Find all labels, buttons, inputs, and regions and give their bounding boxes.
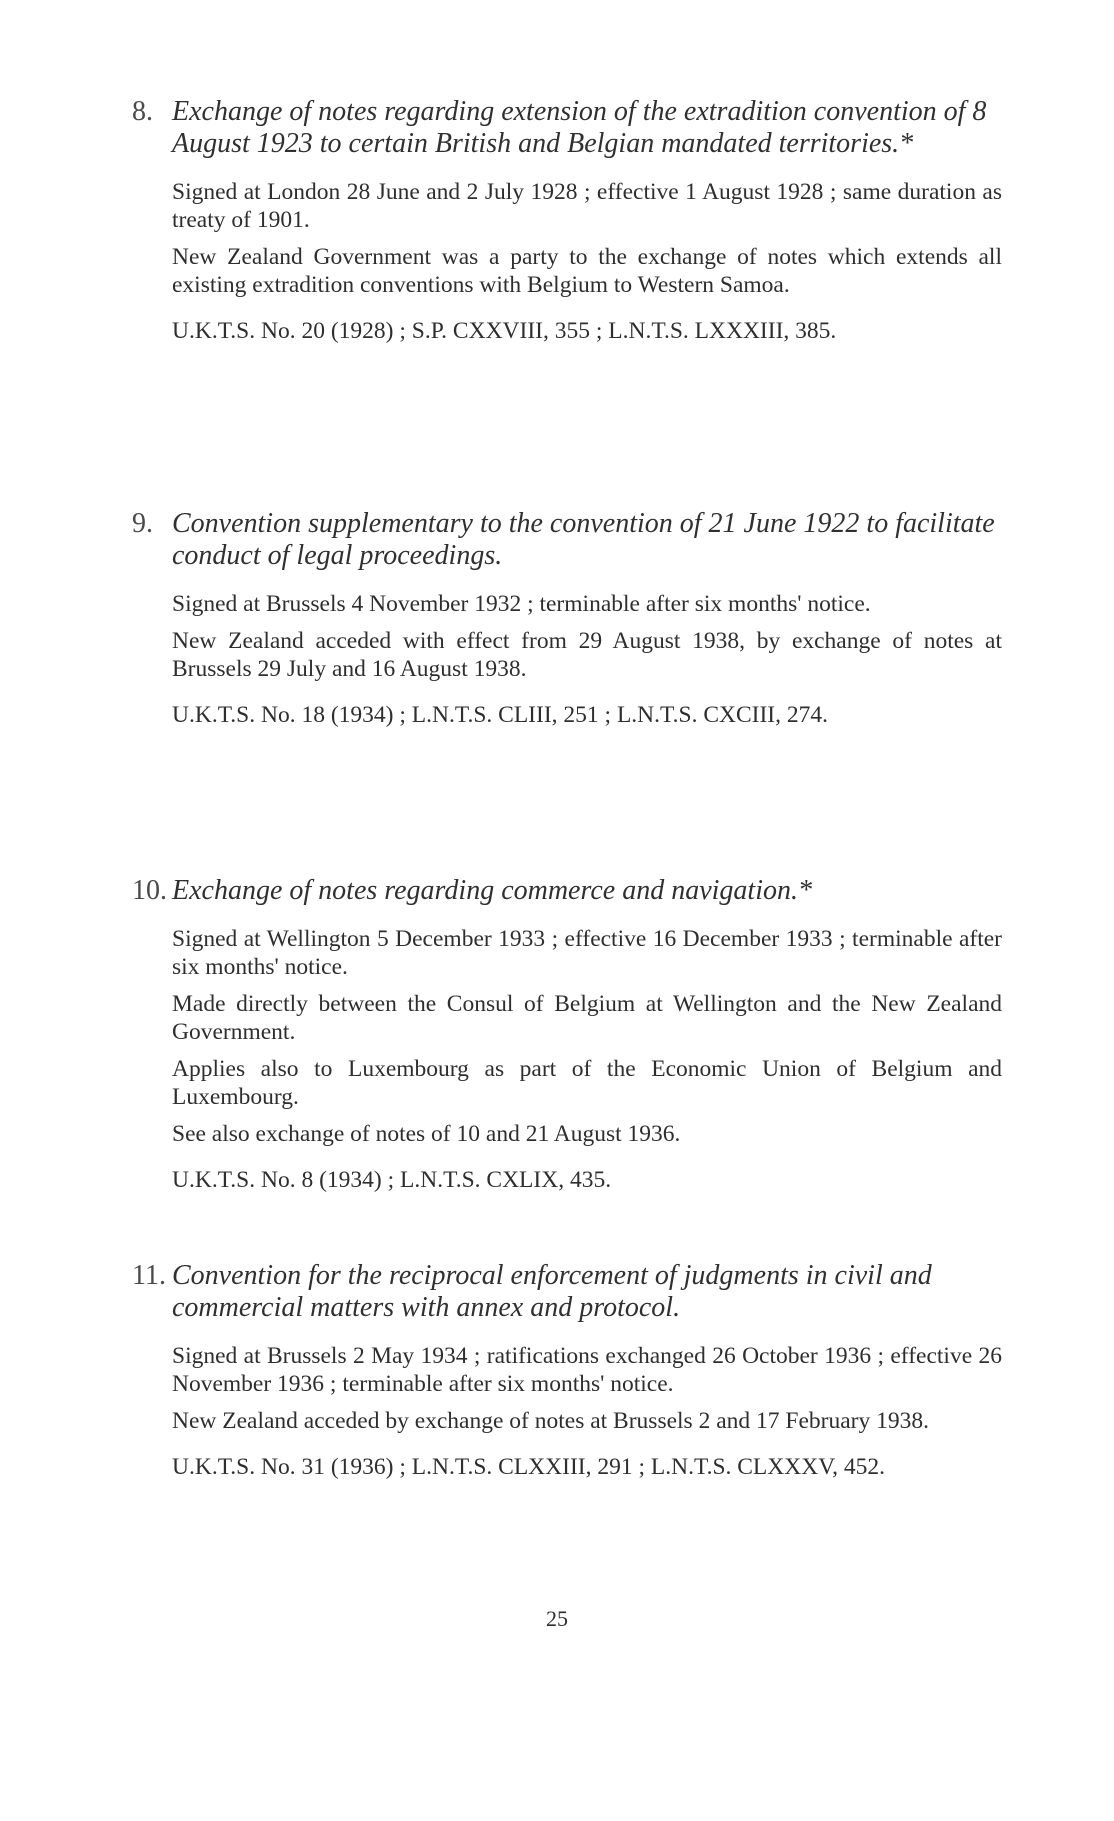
entry-paragraph: Signed at Wellington 5 December 1933 ; effective 16 December 1933 ; terminable after six months' notice. — [172, 926, 1002, 980]
entry-paragraph: Signed at London 28 June and 2 July 1928 ; effective 1 August 1928 ; same duration as treaty of 1901. — [172, 179, 1002, 233]
entry-number: 11. — [132, 1260, 166, 1291]
entry-heading — [132, 508, 1002, 572]
entry-title: Exchange of notes regarding extension of the extradition convention of 8 August 1923 to certain British and Belgian mandated territories.* — [172, 96, 987, 159]
entry-paragraph: Signed at Brussels 2 May 1934 ; ratifications exchanged 26 October 1936 ; effective 26 November 1936 ; terminable after six months' notice. — [172, 1343, 1002, 1397]
entry-paragraph: See also exchange of notes of 10 and 21 August 1936. — [172, 1121, 681, 1147]
entry-paragraph: Signed at Brussels 4 November 1932 ; terminable after six months' notice. — [172, 591, 871, 617]
entry-references: U.K.T.S. No. 20 (1928) ; S.P. CXXVIII, 355 ; L.N.T.S. LXXXIII, 385. — [172, 318, 837, 344]
entry-heading — [132, 875, 1002, 907]
entry-body — [172, 178, 1002, 345]
entry-paragraph: Made directly between the Consul of Belgium at Wellington and the New Zealand Government. — [172, 991, 1002, 1045]
entry-number: 10. — [132, 875, 167, 906]
entry-paragraph: New Zealand acceded with effect from 29 August 1938, by exchange of notes at Brussels 29 July and 16 August 1938. — [172, 628, 1002, 682]
entry-heading — [132, 96, 1002, 160]
entry-heading — [132, 1260, 1002, 1324]
entry-body — [172, 590, 1002, 729]
page-number: 25 — [546, 1606, 568, 1631]
entry-references: U.K.T.S. No. 31 (1936) ; L.N.T.S. CLXXIII, 291 ; L.N.T.S. CLXXXV, 452. — [172, 1454, 886, 1480]
entry-body — [172, 1342, 1002, 1481]
entry-paragraph: New Zealand acceded by exchange of notes at Brussels 2 and 17 February 1938. — [172, 1408, 929, 1434]
entry-body — [172, 925, 1002, 1194]
entry-paragraph: New Zealand Government was a party to the exchange of notes which extends all existing extradition conventions with Belgium to Western Samoa. — [172, 244, 1002, 298]
entry-number: 9. — [132, 508, 153, 539]
entry-paragraph: Applies also to Luxembourg as part of the Economic Union of Belgium and Luxembourg. — [172, 1056, 1002, 1110]
entry-references: U.K.T.S. No. 18 (1934) ; L.N.T.S. CLIII, 251 ; L.N.T.S. CXCIII, 274. — [172, 702, 828, 728]
entry-title: Convention for the reciprocal enforcement of judgments in civil and commercial matters with annex and protocol. — [172, 1260, 932, 1323]
treaty-entry — [132, 508, 1002, 738]
treaty-entry — [132, 875, 1002, 1203]
treaty-entry — [132, 96, 1002, 354]
treaty-entry — [132, 1260, 1002, 1490]
entry-title: Convention supplementary to the convention of 21 June 1922 to facilitate conduct of legal proceedings. — [172, 508, 995, 571]
entry-references: U.K.T.S. No. 8 (1934) ; L.N.T.S. CXLIX, 435. — [172, 1167, 612, 1193]
entry-title: Exchange of notes regarding commerce and navigation.* — [172, 875, 812, 906]
entry-number: 8. — [132, 96, 153, 127]
